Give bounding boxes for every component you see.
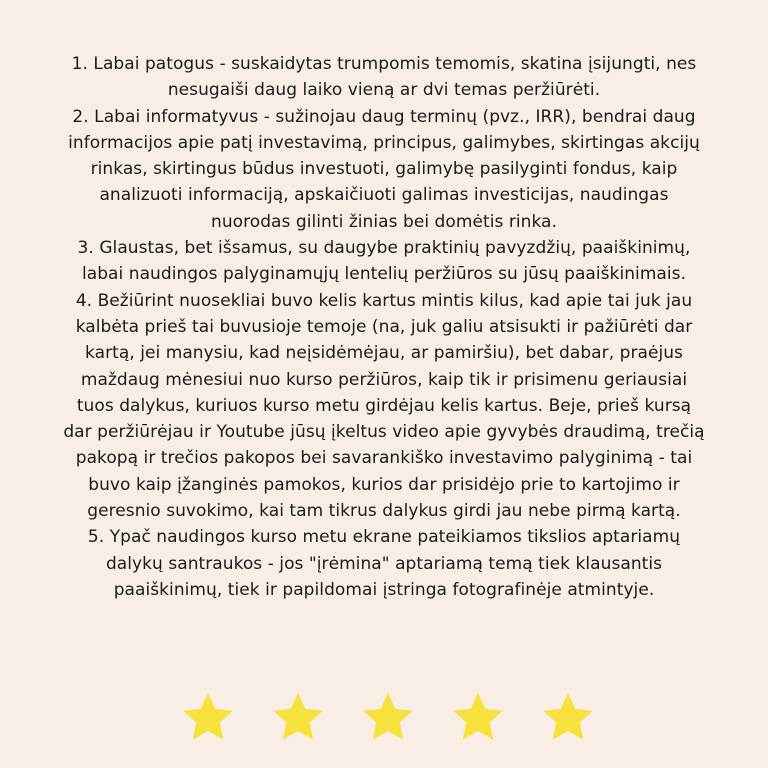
star-shape — [450, 690, 506, 746]
star-rating — [180, 690, 596, 750]
review-text — [60, 51, 708, 603]
star-shape — [360, 690, 416, 746]
review-point-2: 2. Labai informatyvus - sužinojau daug terminų (pvz., IRR), bendrai daug informacijos apie patį investavimą, principus, galimybes, skirtingas akcijų rinkas, skirtingus būdus investuoti, galimybę pasilyginti fondus, kaip analizuoti informaciją, apskaičiuoti galimas investicijas, naudingas nuorodas gilinti žinias bei domėtis rinka. — [68, 106, 700, 232]
star-shape — [540, 690, 596, 746]
star-icon — [540, 690, 596, 746]
star-icon — [360, 690, 416, 746]
star-icon — [180, 690, 236, 746]
star-icon — [450, 690, 506, 746]
review-point-5: 5. Ypač naudingos kurso metu ekrane pateikiamos tikslios aptariamų dalykų santraukos - jos "įrėmina" aptariamą temą tiek klausantis paaiškinimų, tiek ir papildomai įstringa fotografinėje atmintyje. — [87, 527, 681, 600]
star-icon — [270, 690, 326, 746]
star-shape — [180, 690, 236, 746]
star-shape — [270, 690, 326, 746]
review-point-3: 3. Glaustas, bet išsamus, su daugybe praktinių pavyzdžių, paaiškinimų, labai naudingos palyginamųjų lentelių peržiūros su jūsų paaiškinimais. — [77, 238, 691, 285]
review-point-1: 1. Labai patogus - suskaidytas trumpomis temomis, skatina įsijungti, nes nesugaiši daug laiko vieną ar dvi temas peržiūrėti. — [71, 54, 697, 101]
review-point-4: 4. Bežiūrint nuosekliai buvo kelis kartus mintis kilus, kad apie tai juk jau kalbėta prieš tai buvusioje temoje (na, juk galiu atsisukti ir pažiūrėti dar kartą, jei manysiu, kad neįsidėmėjau, ar pamiršiu), bet dabar, praėjus maždaug mėnesiui nuo kurso peržiūros, kaip tik ir prisimenu geriausiai tuos dalykus, kuriuos kurso metu girdėjau kelis kartus. Beje, prieš kursą dar peržiūrėjau ir Youtube jūsų įkeltus video apie gyvybės draudimą, trečią pakopą ir trečios pakopos bei savarankiško investavimo palyginimą - tai buvo kaip įžanginės pamokos, kurios dar prisidėjo prie to kartojimo ir geresnio suvokimo, kai tam tikrus dalykus girdi jau nebe pirmą kartą. — [63, 290, 705, 522]
